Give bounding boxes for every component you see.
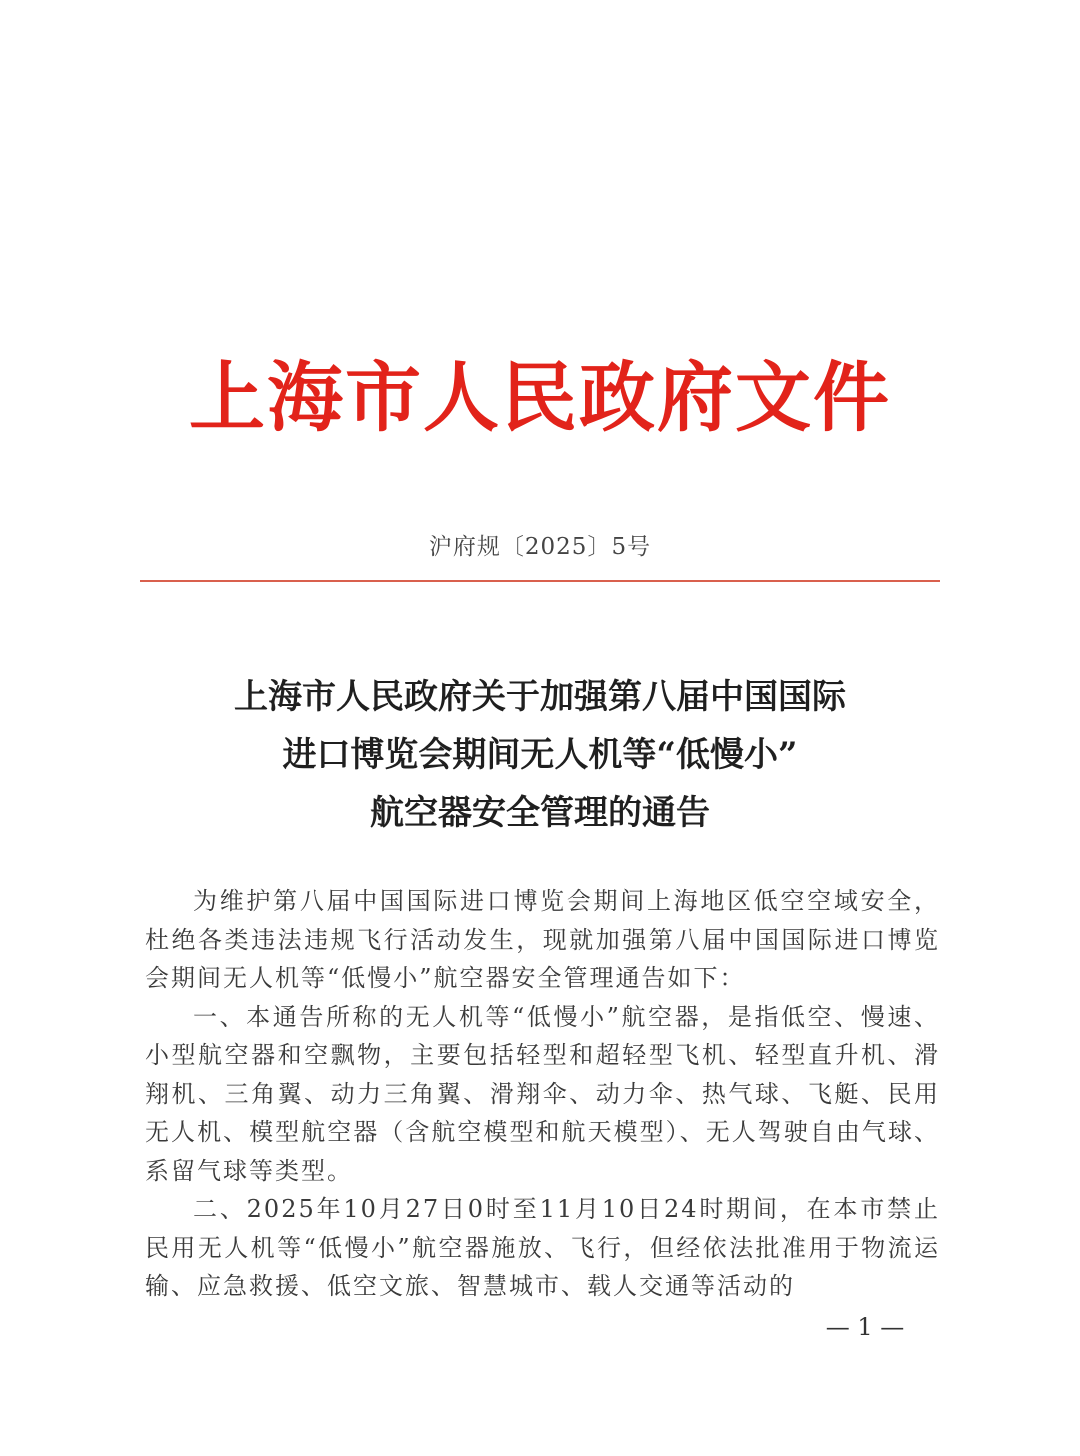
title-line: 进口博览会期间无人机等“低慢小” xyxy=(282,735,798,775)
body-paragraph-article-2: 二、2025年10月27日0时至11月10日24时期间，在本市禁止民用无人机等“低慢小”航空器施放、飞行，但经依法批准用于物流运输、应急救援、低空文旅、智慧城市、载人交通等活动的 xyxy=(145,1195,940,1300)
title-line: 上海市人民政府关于加强第八届中国国际 xyxy=(234,677,846,717)
page-number: — 1 — xyxy=(825,1313,905,1341)
masthead-title: 上海市人民政府文件 xyxy=(189,353,891,442)
red-divider-line xyxy=(140,580,940,582)
title-line: 航空器安全管理的通告 xyxy=(370,793,710,833)
body-paragraph-intro: 为维护第八届中国国际进口博览会期间上海地区低空空域安全，杜绝各类违法违规飞行活动发生，现就加强第八届中国国际进口博览会期间无人机等“低慢小”航空器安全管理通告如下： xyxy=(145,887,940,992)
body-paragraph-article-1: 一、本通告所称的无人机等“低慢小”航空器，是指低空、慢速、小型航空器和空飘物，主要包括轻型和超轻型飞机、轻型直升机、滑翔机、三角翼、动力三角翼、滑翔伞、动力伞、热气球、飞艇、民用无人机、模型航空器（含航空模型和航天模型）、无人驾驶自由气球、系留气球等类型。 xyxy=(145,1002,940,1185)
document-number: 沪府规〔2025〕5号 xyxy=(428,534,652,560)
notice-title xyxy=(130,668,950,842)
notice-body xyxy=(145,882,940,1306)
